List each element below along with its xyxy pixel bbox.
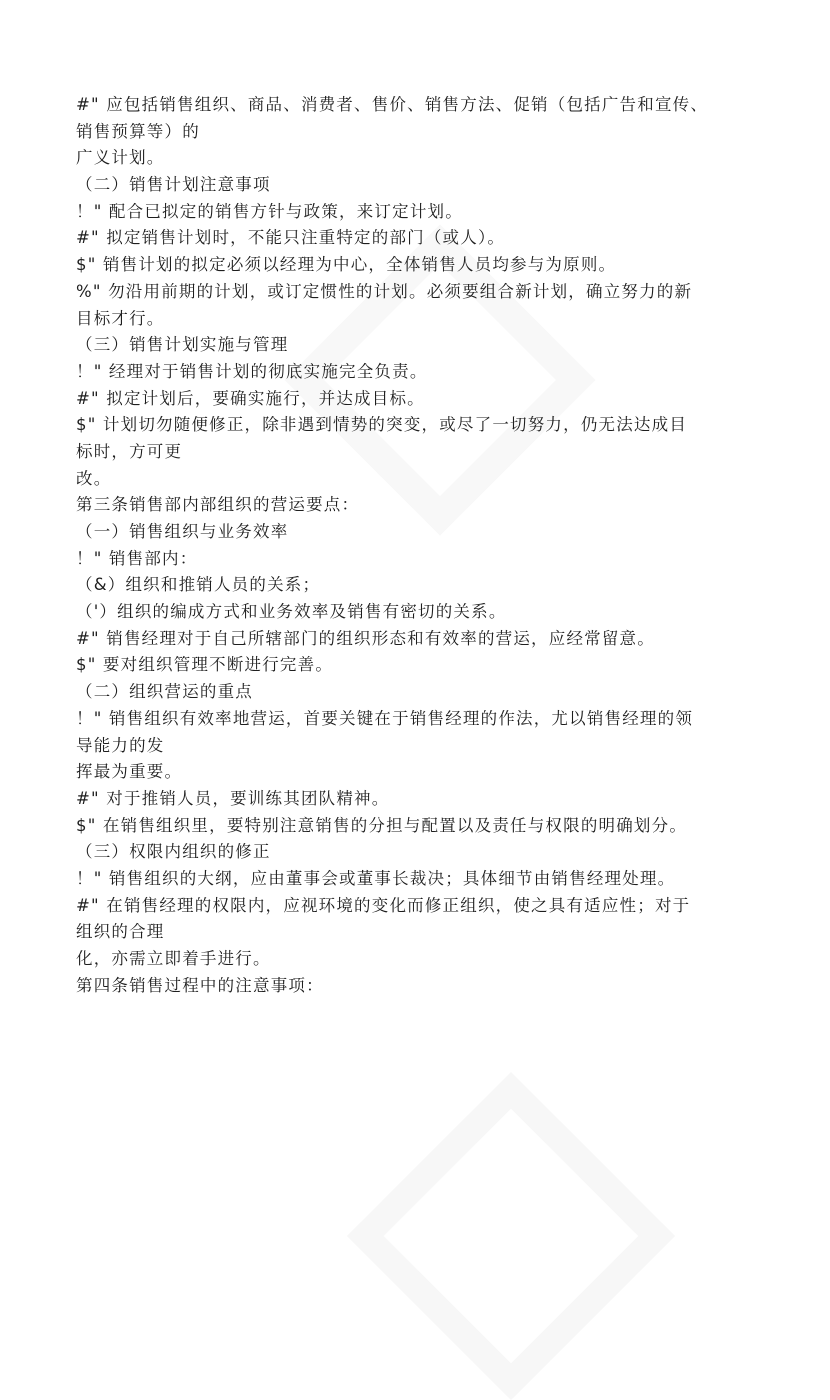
text-line: 广义计划。 [76, 148, 165, 168]
text-line: #" 拟定计划后，要确实施行，并达成目标。 [76, 388, 425, 408]
text-line: 标时，方可更 [76, 441, 183, 461]
text-line: $" 计划切勿随便修正，除非遇到情势的突变，或尽了一切努力，仍无法达成目 [76, 415, 688, 435]
text-line: $" 要对组织管理不断进行完善。 [76, 655, 334, 675]
watermark-bottom [347, 1072, 675, 1400]
text-line: 销售预算等）的 [76, 121, 200, 141]
article-heading: 第四条销售过程中的注意事项： [76, 975, 324, 995]
section-heading: （二）销售计划注意事项 [76, 175, 271, 195]
text-line: 改。 [76, 468, 112, 488]
text-line: ！" 销售部内： [76, 548, 198, 568]
text-line: $" 在销售组织里，要特别注意销售的分担与配置以及责任与权限的明确划分。 [76, 815, 688, 835]
text-line: ！" 配合已拟定的销售方针与政策，来订定计划。 [76, 201, 463, 221]
text-line: 化，亦需立即着手进行。 [76, 949, 271, 968]
text-line: %" 勿沿用前期的计划，或订定惯性的计划。必须要组合新计划，确立努力的新 [76, 281, 693, 301]
text-line: #" 拟定销售计划时，不能只注重特定的部门（或人）。 [76, 228, 506, 248]
text-line: 组织的合理 [76, 922, 165, 942]
text-line: 目标才行。 [76, 308, 165, 328]
text-line: ！" 销售组织有效率地营运，首要关键在于销售经理的作法，尤以销售经理的领 [76, 708, 694, 728]
section-heading: （三）销售计划实施与管理 [76, 335, 289, 355]
document-body [76, 92, 776, 999]
section-heading: （三）权限内组织的修正 [76, 842, 271, 862]
section-heading: （一）销售组织与业务效率 [76, 522, 289, 541]
text-line: $" 销售计划的拟定必须以经理为中心，全体销售人员均参与为原则。 [76, 255, 617, 275]
text-line: （'）组织的编成方式和业务效率及销售有密切的关系。 [76, 602, 507, 622]
text-line: ！" 销售组织的大纲，应由董事会或董事长裁决；具体细节由销售经理处理。 [76, 868, 676, 888]
text-line: 导能力的发 [76, 735, 165, 755]
text-line: ！" 经理对于销售计划的彻底实施完全负责。 [76, 361, 428, 381]
section-heading: （二）组织营运的重点 [76, 682, 253, 702]
article-heading: 第三条销售部内部组织的营运要点： [76, 495, 360, 515]
text-line: #" 对于推销人员，要训练其团队精神。 [76, 788, 390, 808]
text-line: #" 销售经理对于自己所辖部门的组织形态和有效率的营运，应经常留意。 [76, 628, 655, 648]
text-line: 挥最为重要。 [76, 762, 183, 782]
text-line: #" 应包括销售组织、商品、消费者、售价、销售方法、促销（包括广告和宣传、 [76, 95, 709, 114]
text-line: #" 在销售经理的权限内，应视环境的变化而修正组织，使之具有适应性；对于 [76, 895, 691, 915]
text-line: （&）组织和推销人员的关系； [76, 575, 321, 595]
